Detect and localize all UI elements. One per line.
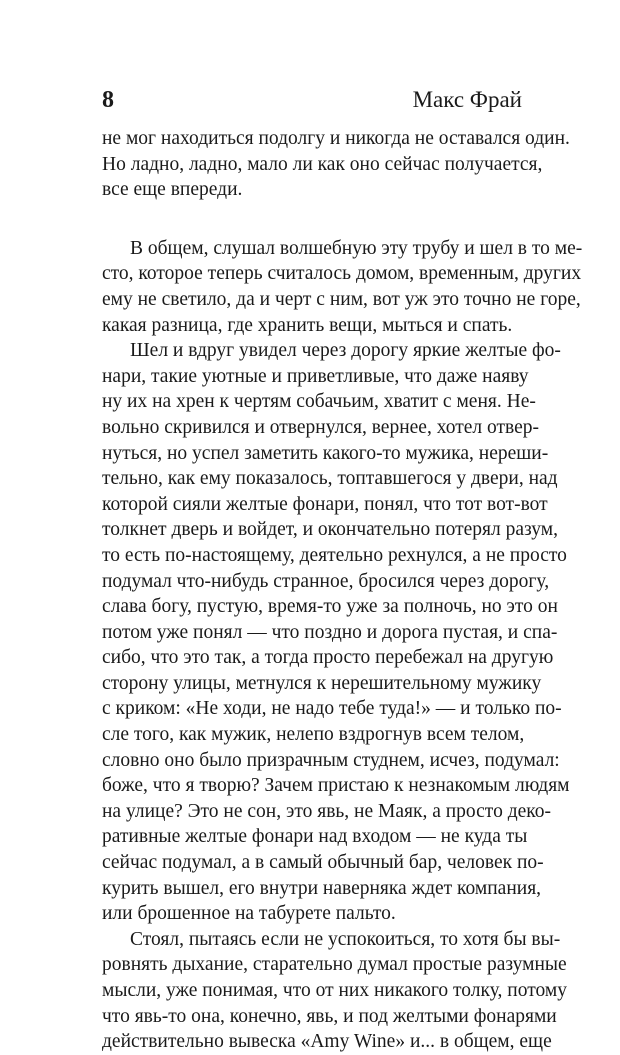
- text-line: толкнет дверь и войдет, и окончательно потерял разум,: [102, 519, 558, 541]
- text-line: ну их на хрен к чертям собачьим, хватит с меня. Не-: [102, 391, 536, 413]
- text-line: В общем, слушал волшебную эту трубу и шел в то ме-: [130, 237, 583, 259]
- text-line: нари, такие уютные и приветливые, что даже наяву: [102, 365, 529, 387]
- text-line: не мог находиться подолгу и никогда не оставался один.: [102, 128, 570, 149]
- text-line: Шел и вдруг увидел через дорогу яркие желтые фо-: [130, 340, 561, 362]
- paragraph: [102, 236, 583, 338]
- text-line: ративные желтые фонари над входом — не куда ты: [102, 826, 528, 848]
- text-line: то есть по-настоящему, деятельно рехнулся, а не просто: [102, 544, 567, 566]
- text-line: подумал что-нибудь странное, бросился через дорогу,: [102, 570, 550, 592]
- text-line: боже, что я творю? Зачем пристаю к незнакомым людям: [102, 775, 570, 797]
- text-line: слава богу, пустую, время-то уже за полночь, но это он: [102, 596, 558, 618]
- text-line: которой сияли желтые фонари, понял, что тот вот-вот: [102, 493, 548, 515]
- text-line: потом уже понял — что поздно и дорога пустая, и спа-: [102, 621, 558, 643]
- text-line: вольно скривился и отвернулся, вернее, хотел отвер-: [102, 416, 539, 438]
- body-text: [102, 126, 583, 1055]
- text-line: курить вышел, его внутри наверняка ждет компания,: [102, 877, 542, 899]
- text-line: сто, которое теперь считалось домом, временным, других: [102, 263, 582, 285]
- text-line: сторону улицы, метнулся к нерешительному мужику: [102, 672, 542, 694]
- text-line: все еще впереди.: [102, 179, 243, 201]
- text-line: тельно, как ему показалось, топтавшегося у двери, над: [102, 468, 558, 490]
- text-line: ему не светило, да и черт с ним, вот уж это точно не горе,: [102, 288, 581, 310]
- text-line: на улице? Это не сон, это явь, не Маяк, а просто деко-: [102, 800, 551, 822]
- text-line: что явь-то она, конечно, явь, и под желтыми фонарями: [102, 1005, 557, 1027]
- paragraph: [102, 927, 567, 1055]
- text-line: ровнять дыхание, старательно думал простые разумные: [102, 954, 567, 976]
- text-line: сейчас подумал, а в самый обычный бар, человек по-: [102, 852, 544, 874]
- paragraph: [102, 126, 570, 203]
- text-line: какая разница, где хранить вещи, мыться и спать.: [102, 314, 513, 336]
- text-line: словно оно было призрачным студнем, исчез, подумал:: [102, 749, 560, 771]
- text-line: Но ладно, ладно, мало ли как оно сейчас получается,: [102, 153, 543, 175]
- page-header: [102, 86, 522, 116]
- text-line: сле того, как мужик, нелепо вздрогнув всем телом,: [102, 724, 525, 746]
- text-line: сибо, что это так, а тогда просто перебежал на другую: [102, 647, 554, 669]
- text-line: или брошенное на табурете пальто.: [102, 903, 396, 925]
- section-break: [102, 203, 522, 236]
- running-head-author: Макс Фрай: [412, 87, 522, 112]
- page-number: 8: [102, 87, 114, 113]
- text-line: Стоял, пытаясь если не успокоиться, то хотя бы вы-: [130, 928, 561, 950]
- paragraph: [102, 338, 570, 927]
- text-line: действительно вывеска «Amy Wine» и... в общем, еще: [102, 1031, 552, 1053]
- text-line: мысли, уже понимая, что от них никакого толку, потому: [102, 980, 567, 1001]
- text-line: нуться, но успел заметить какого-то мужика, нереши-: [102, 442, 549, 464]
- text-line: с криком: «Не ходи, не надо тебе туда!» — и только по-: [102, 698, 562, 720]
